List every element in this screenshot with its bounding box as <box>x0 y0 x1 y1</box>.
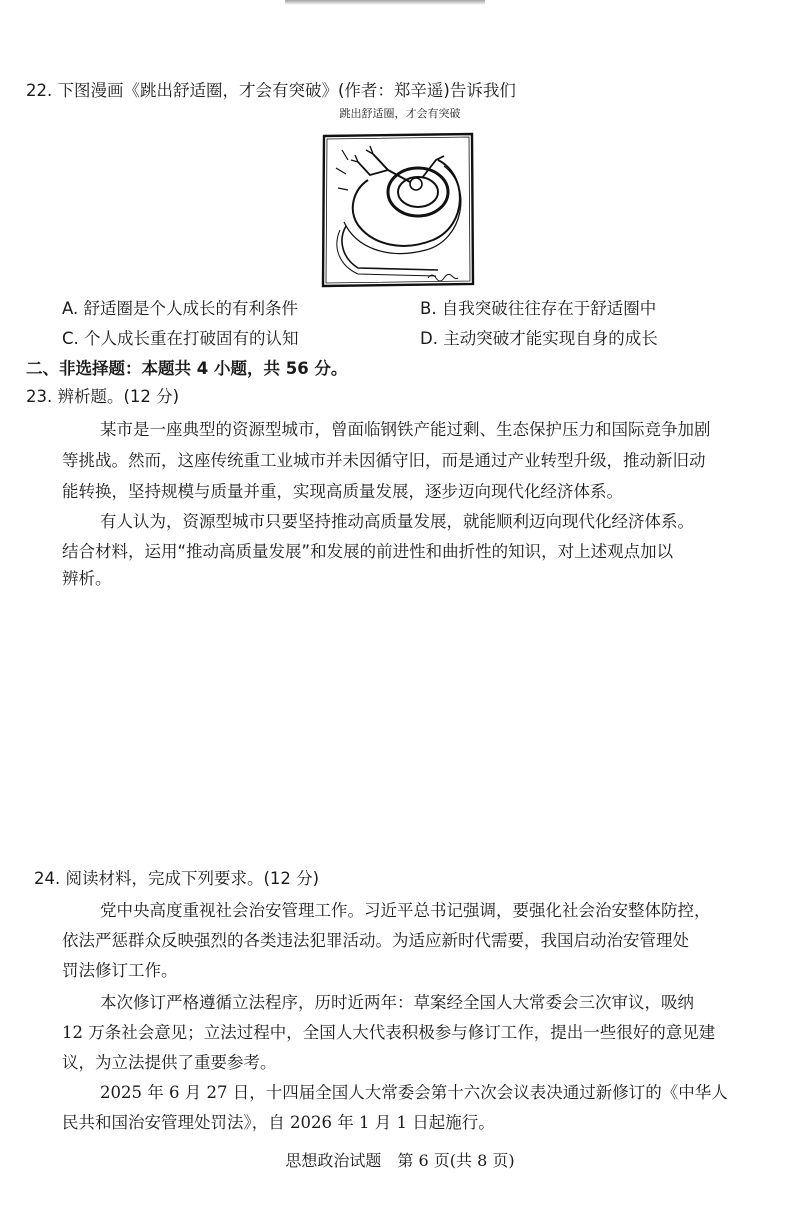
q23-line-3: 能转换，坚持规模与质量并重，实现高质量发展，逐步迈向现代化经济体系。 <box>62 482 623 501</box>
q24-line-4: 本次修订严格遵循立法程序，历时近两年：草案经全国人大常委会三次审议，吸纳 <box>100 993 694 1012</box>
comfort-zone-cartoon <box>318 130 478 290</box>
q23-title: 23. 辨析题。(12 分) <box>26 387 180 406</box>
q24-line-2: 依法严惩群众反映强烈的各类违法犯罪活动。为适应新时代需要，我国启动治安管理处 <box>62 931 689 950</box>
q24-line-3: 罚法修订工作。 <box>62 961 178 980</box>
q24-line-5: 12 万条社会意见；立法过程中，全国人大代表积极参与修订工作，提出一些很好的意见建 <box>62 1023 716 1042</box>
q22-stem: 22. 下图漫画《跳出舒适圈，才会有突破》(作者：郑辛遥)告诉我们 <box>26 81 516 100</box>
q22-option-d: D. 主动突破才能实现自身的成长 <box>420 329 658 348</box>
q22-option-a: A. 舒适圈是个人成长的有利条件 <box>62 299 298 318</box>
page-footer: 思想政治试题 第 6 页(共 8 页) <box>285 1151 515 1170</box>
q24-line-6: 议，为立法提供了重要参考。 <box>62 1053 277 1072</box>
q24-line-7: 2025 年 6 月 27 日，十四届全国人大常委会第十六次会议表决通过新修订的《中华人 <box>100 1083 728 1102</box>
q23-line-1: 某市是一座典型的资源型城市，曾面临钢铁产能过剩、生态保护压力和国际竞争加剧 <box>100 420 711 439</box>
q24-line-1: 党中央高度重视社会治安管理工作。习近平总书记强调，要强化社会治安整体防控， <box>100 901 711 920</box>
scan-edge-smudge <box>285 0 485 5</box>
q23-line-4: 有人认为，资源型城市只要坚持推动高质量发展，就能顺利迈向现代化经济体系。 <box>100 512 694 531</box>
q23-line-5: 结合材料，运用“推动高质量发展”和发展的前进性和曲折性的知识，对上述观点加以 <box>62 542 674 561</box>
q22-option-c: C. 个人成长重在打破固有的认知 <box>62 329 299 348</box>
q24-line-8: 民共和国治安管理处罚法》，自 2026 年 1 月 1 日起施行。 <box>62 1113 495 1132</box>
cartoon-caption: 跳出舒适圈，才会有突破 <box>339 107 461 120</box>
q23-line-2: 等挑战。然而，这座传统重工业城市并未因循守旧，而是通过产业转型升级，推动新旧动 <box>62 451 706 470</box>
q24-title: 24. 阅读材料，完成下列要求。(12 分) <box>34 869 320 888</box>
q23-line-6: 辨析。 <box>62 569 112 588</box>
section2-heading: 二、非选择题：本题共 4 小题，共 56 分。 <box>26 359 348 378</box>
q22-option-b: B. 自我突破往往存在于舒适圈中 <box>420 299 657 318</box>
